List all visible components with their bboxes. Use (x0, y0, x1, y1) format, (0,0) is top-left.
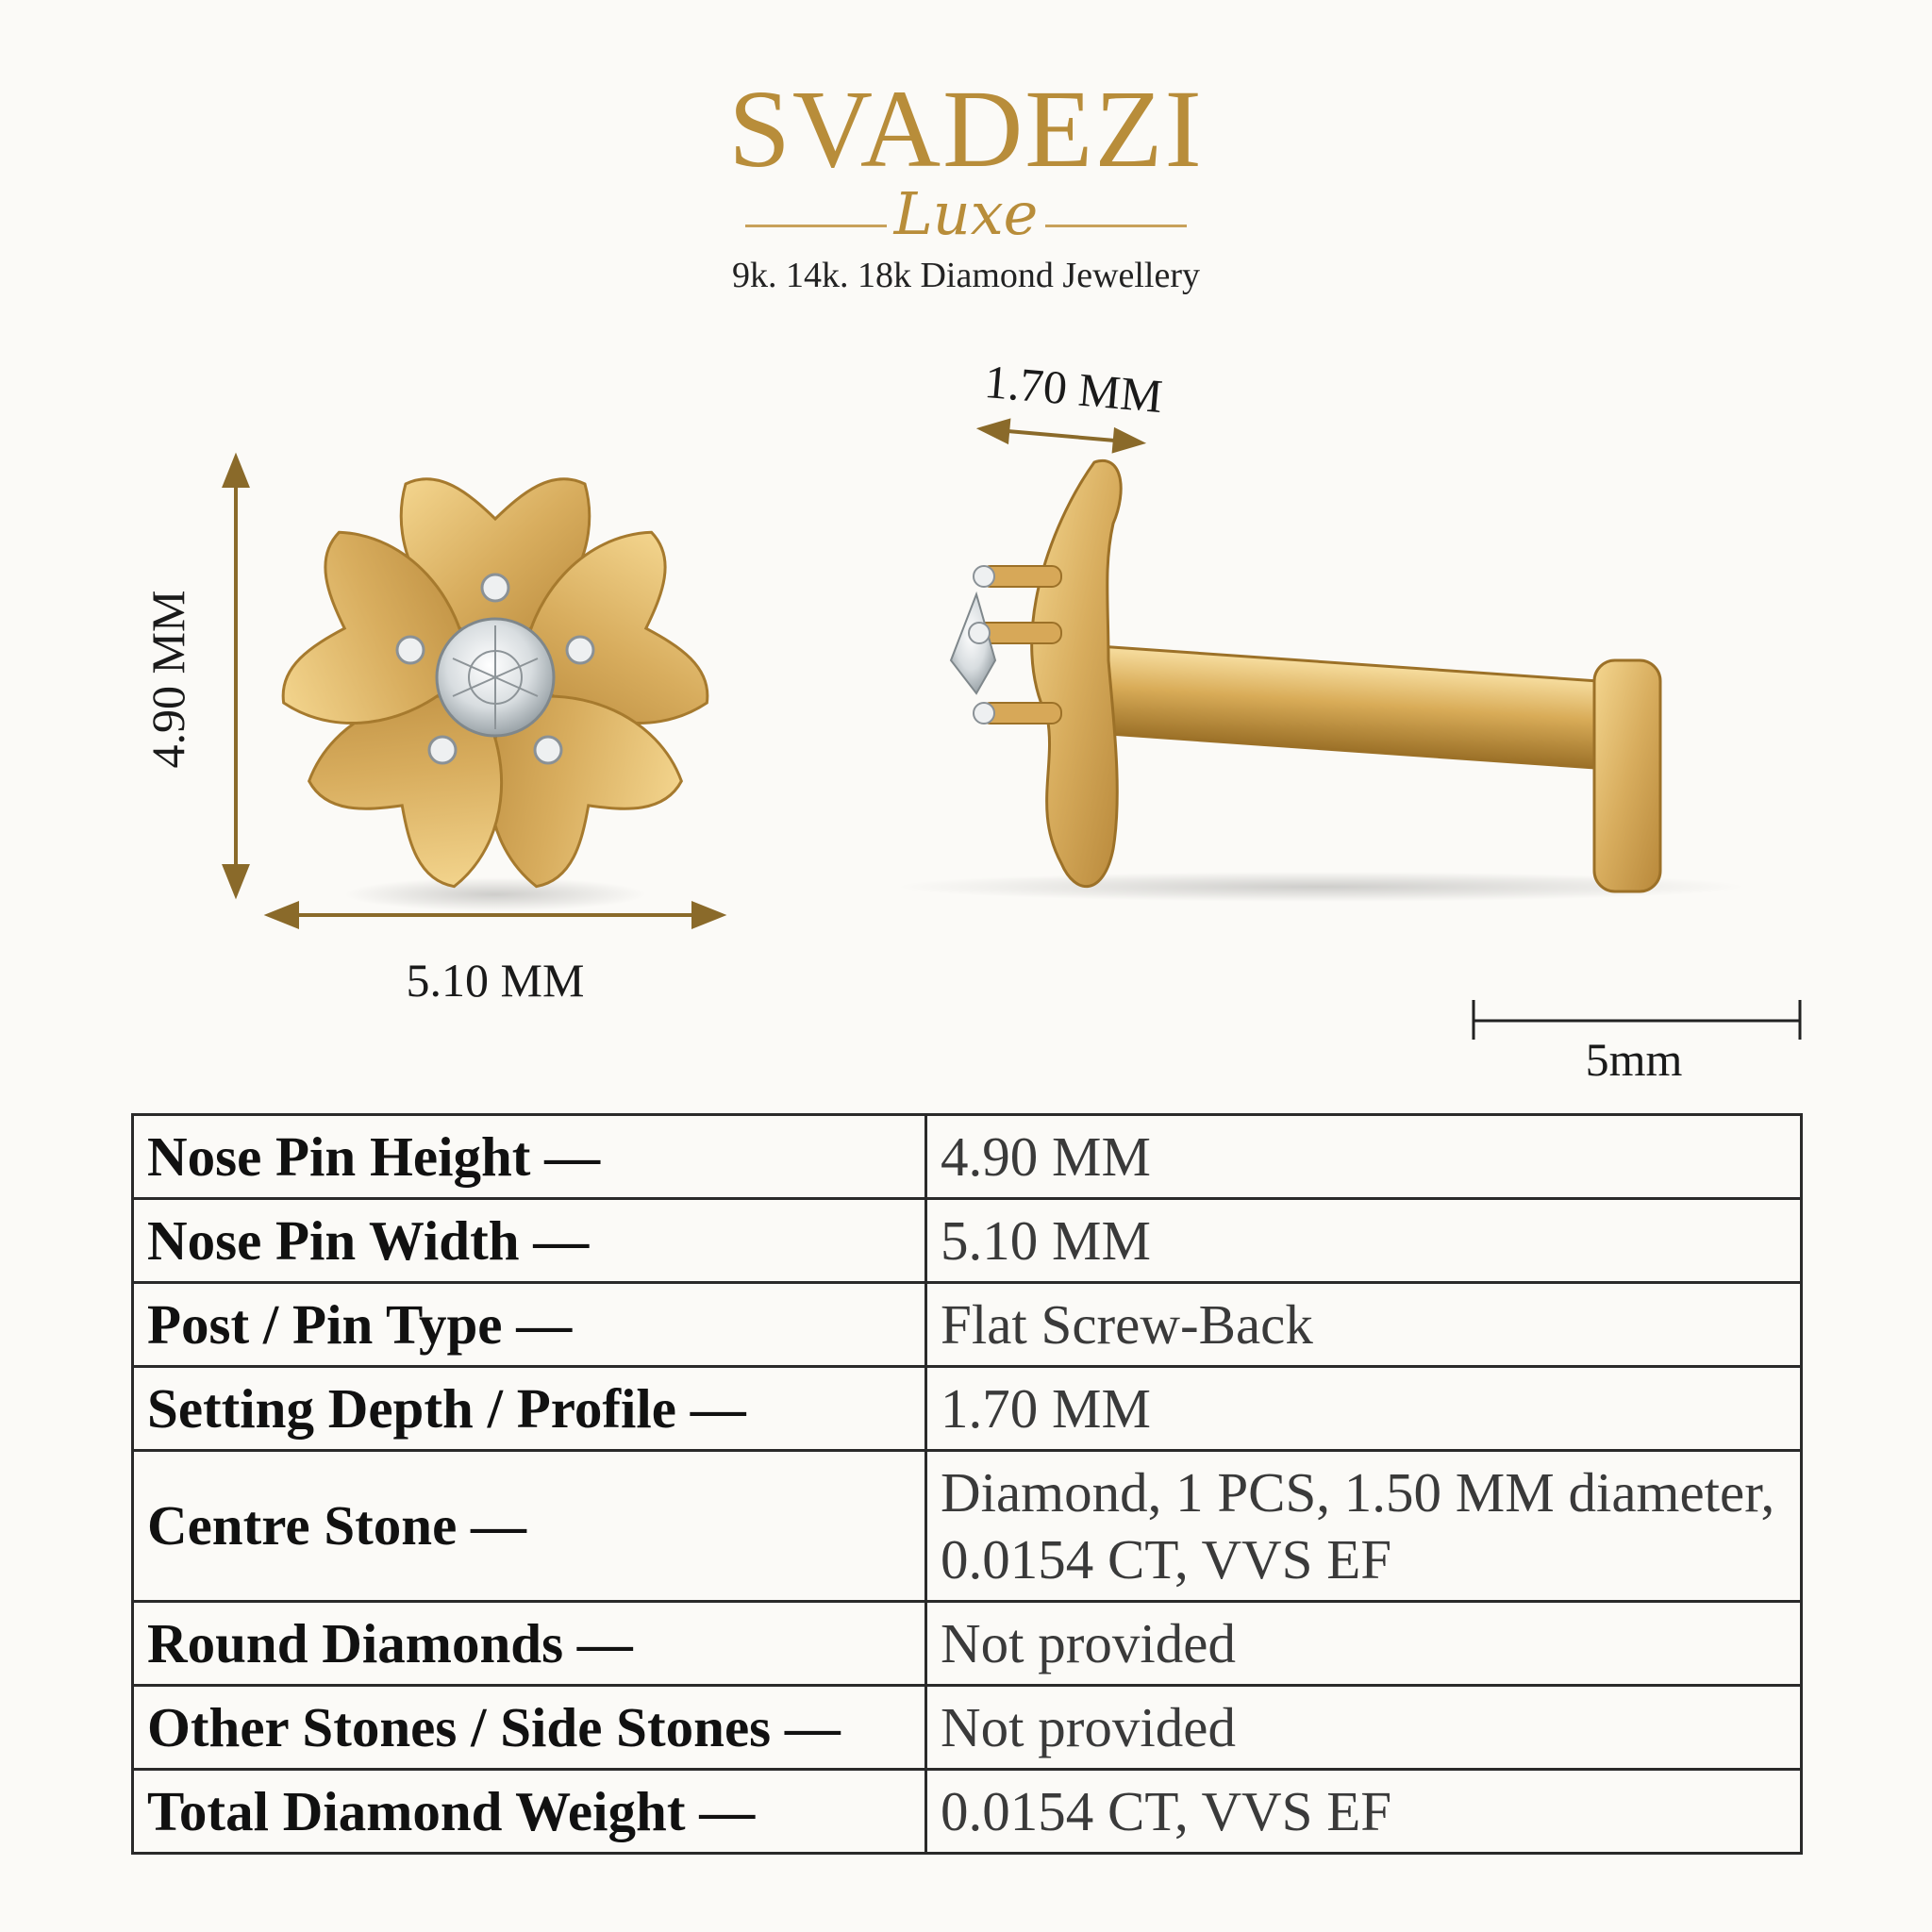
spec-value: Not provided (926, 1686, 1802, 1770)
dimension-depth-label: 1.70 MM (982, 354, 1165, 424)
dimension-width-label: 5.10 MM (406, 954, 585, 1007)
spec-table (131, 1113, 1803, 1855)
brand-logo-title: SVADEZI (728, 67, 1204, 191)
front-view-flower (277, 479, 713, 911)
brand-tagline: 9k. 14k. 18k Diamond Jewellery (731, 256, 1201, 295)
brand-logo-subtitle: Luxe (893, 179, 1039, 248)
spec-label: Setting Depth / Profile — (133, 1367, 926, 1451)
dimension-height-label: 4.90 MM (142, 590, 194, 769)
spec-value: 4.90 MM (926, 1115, 1802, 1199)
table-row (133, 1199, 1802, 1283)
table-row (133, 1367, 1802, 1451)
table-row (133, 1283, 1802, 1367)
table-row (133, 1686, 1802, 1770)
spec-value: 1.70 MM (926, 1367, 1802, 1451)
spec-label: Total Diamond Weight — (133, 1770, 926, 1854)
table-row (133, 1770, 1802, 1854)
scale-bar-label: 5mm (1585, 1033, 1683, 1086)
spec-label: Centre Stone — (133, 1451, 926, 1602)
table-row (133, 1451, 1802, 1602)
spec-value: Flat Screw-Back (926, 1283, 1802, 1367)
spec-label: Nose Pin Height — (133, 1115, 926, 1199)
spec-label: Other Stones / Side Stones — (133, 1686, 926, 1770)
spec-value: 5.10 MM (926, 1199, 1802, 1283)
side-view-nose-pin (896, 460, 1745, 902)
spec-label: Post / Pin Type — (133, 1283, 926, 1367)
spec-value: Diamond, 1 PCS, 1.50 MM diameter, 0.0154 CT, VVS EF (926, 1451, 1802, 1602)
table-row (133, 1115, 1802, 1199)
table-row (133, 1602, 1802, 1686)
spec-value: 0.0154 CT, VVS EF (926, 1770, 1802, 1854)
spec-label: Nose Pin Width — (133, 1199, 926, 1283)
spec-label: Round Diamonds — (133, 1602, 926, 1686)
spec-value: Not provided (926, 1602, 1802, 1686)
